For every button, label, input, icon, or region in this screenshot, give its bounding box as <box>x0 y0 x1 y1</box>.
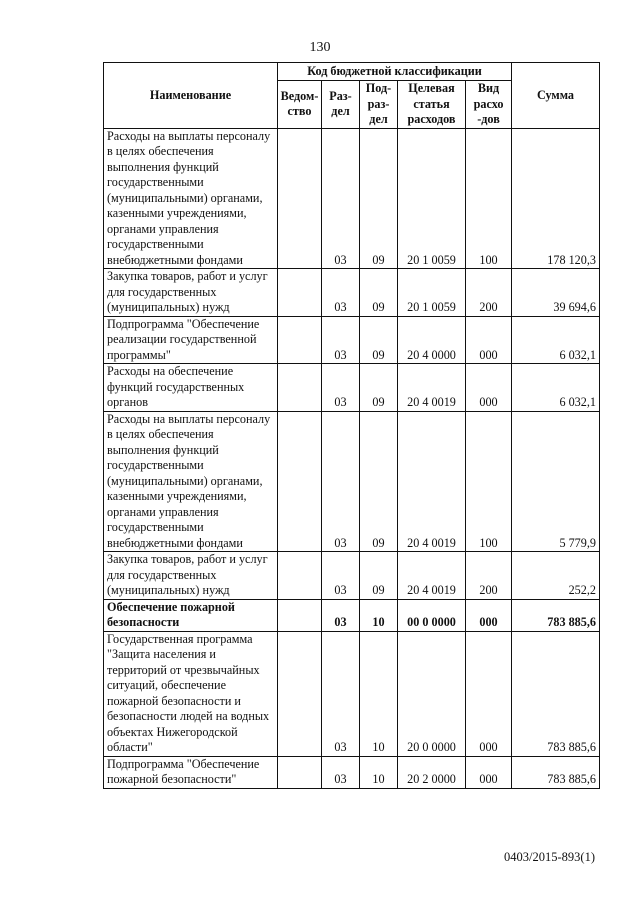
table-row <box>104 411 600 552</box>
table-row <box>104 269 600 317</box>
cell-podrazdel: 09 <box>360 552 398 600</box>
cell-vedomstvo <box>278 411 322 552</box>
cell-vid-rashodov: 200 <box>466 269 512 317</box>
cell-podrazdel: 09 <box>360 316 398 364</box>
cell-podrazdel: 09 <box>360 269 398 317</box>
cell-podrazdel: 09 <box>360 411 398 552</box>
cell-summa: 783 885,6 <box>512 631 600 756</box>
cell-celevaya-statya: 20 1 0059 <box>398 128 466 269</box>
cell-razdel: 03 <box>322 128 360 269</box>
cell-name: Расходы на выплаты персоналу в целях обеспечения выполнения функций государственными (муниципальными) органами, казенными учреждениями, органами управления государственными внебюджетными фондами <box>104 128 278 269</box>
document-code: 0403/2015-893(1) <box>504 850 595 864</box>
cell-summa: 6 032,1 <box>512 364 600 412</box>
cell-razdel: 03 <box>322 411 360 552</box>
cell-podrazdel: 10 <box>360 631 398 756</box>
table-row <box>104 364 600 412</box>
cell-celevaya-statya: 20 4 0019 <box>398 552 466 600</box>
header-celevaya-statya: Целевая статья расходов <box>398 81 466 129</box>
cell-vid-rashodov: 000 <box>466 316 512 364</box>
header-classification-group: Код бюджетной классификации <box>278 63 512 81</box>
cell-razdel: 03 <box>322 364 360 412</box>
cell-name: Закупка товаров, работ и услуг для государственных (муниципальных) нужд <box>104 269 278 317</box>
cell-name: Государственная программа "Защита населения и территорий от чрезвычайных ситуаций, обеспечение пожарной безопасности и безопасности людей на водных объектах Нижегородской области" <box>104 631 278 756</box>
cell-summa: 178 120,3 <box>512 128 600 269</box>
header-vid-rashodov: Вид расхо -дов <box>466 81 512 129</box>
cell-celevaya-statya: 00 0 0000 <box>398 599 466 631</box>
cell-vedomstvo <box>278 364 322 412</box>
cell-name: Расходы на выплаты персоналу в целях обеспечения выполнения функций государственными (муниципальными) органами, казенными учреждениями, органами управления государственными внебюджетными фондами <box>104 411 278 552</box>
table-row <box>104 599 600 631</box>
cell-name: Подпрограмма "Обеспечение пожарной безопасности" <box>104 756 278 788</box>
header-name: Наименование <box>104 63 278 129</box>
cell-podrazdel: 10 <box>360 756 398 788</box>
cell-vedomstvo <box>278 316 322 364</box>
cell-name: Расходы на обеспечение функций государственных органов <box>104 364 278 412</box>
cell-razdel: 03 <box>322 599 360 631</box>
page-number: 130 <box>309 40 331 55</box>
cell-vid-rashodov: 100 <box>466 128 512 269</box>
cell-summa: 783 885,6 <box>512 756 600 788</box>
cell-vid-rashodov: 100 <box>466 411 512 552</box>
cell-summa: 39 694,6 <box>512 269 600 317</box>
cell-vid-rashodov: 200 <box>466 552 512 600</box>
cell-celevaya-statya: 20 2 0000 <box>398 756 466 788</box>
header-podrazdel: Под-раз-дел <box>360 81 398 129</box>
header-vedomstvo: Ведом-ство <box>278 81 322 129</box>
table-row <box>104 316 600 364</box>
cell-vid-rashodov: 000 <box>466 599 512 631</box>
cell-summa: 252,2 <box>512 552 600 600</box>
cell-podrazdel: 10 <box>360 599 398 631</box>
cell-vedomstvo <box>278 552 322 600</box>
cell-celevaya-statya: 20 4 0019 <box>398 411 466 552</box>
cell-celevaya-statya: 20 4 0019 <box>398 364 466 412</box>
cell-summa: 6 032,1 <box>512 316 600 364</box>
cell-summa: 783 885,6 <box>512 599 600 631</box>
table-row <box>104 631 600 756</box>
cell-name: Подпрограмма "Обеспечение реализации государственной программы" <box>104 316 278 364</box>
cell-summa: 5 779,9 <box>512 411 600 552</box>
table-row <box>104 756 600 788</box>
cell-vid-rashodov: 000 <box>466 756 512 788</box>
cell-vedomstvo <box>278 631 322 756</box>
cell-celevaya-statya: 20 4 0000 <box>398 316 466 364</box>
cell-razdel: 03 <box>322 552 360 600</box>
cell-vedomstvo <box>278 269 322 317</box>
cell-razdel: 03 <box>322 756 360 788</box>
cell-name: Обеспечение пожарной безопасности <box>104 599 278 631</box>
header-razdel: Раз-дел <box>322 81 360 129</box>
cell-podrazdel: 09 <box>360 364 398 412</box>
cell-vedomstvo <box>278 128 322 269</box>
cell-razdel: 03 <box>322 316 360 364</box>
cell-razdel: 03 <box>322 631 360 756</box>
cell-vid-rashodov: 000 <box>466 364 512 412</box>
table-row <box>104 552 600 600</box>
cell-podrazdel: 09 <box>360 128 398 269</box>
header-summa: Сумма <box>512 63 600 129</box>
cell-celevaya-statya: 20 0 0000 <box>398 631 466 756</box>
cell-vedomstvo <box>278 756 322 788</box>
table-row <box>104 128 600 269</box>
cell-name: Закупка товаров, работ и услуг для государственных (муниципальных) нужд <box>104 552 278 600</box>
cell-vedomstvo <box>278 599 322 631</box>
cell-vid-rashodov: 000 <box>466 631 512 756</box>
cell-celevaya-statya: 20 1 0059 <box>398 269 466 317</box>
cell-razdel: 03 <box>322 269 360 317</box>
budget-table <box>103 62 600 789</box>
